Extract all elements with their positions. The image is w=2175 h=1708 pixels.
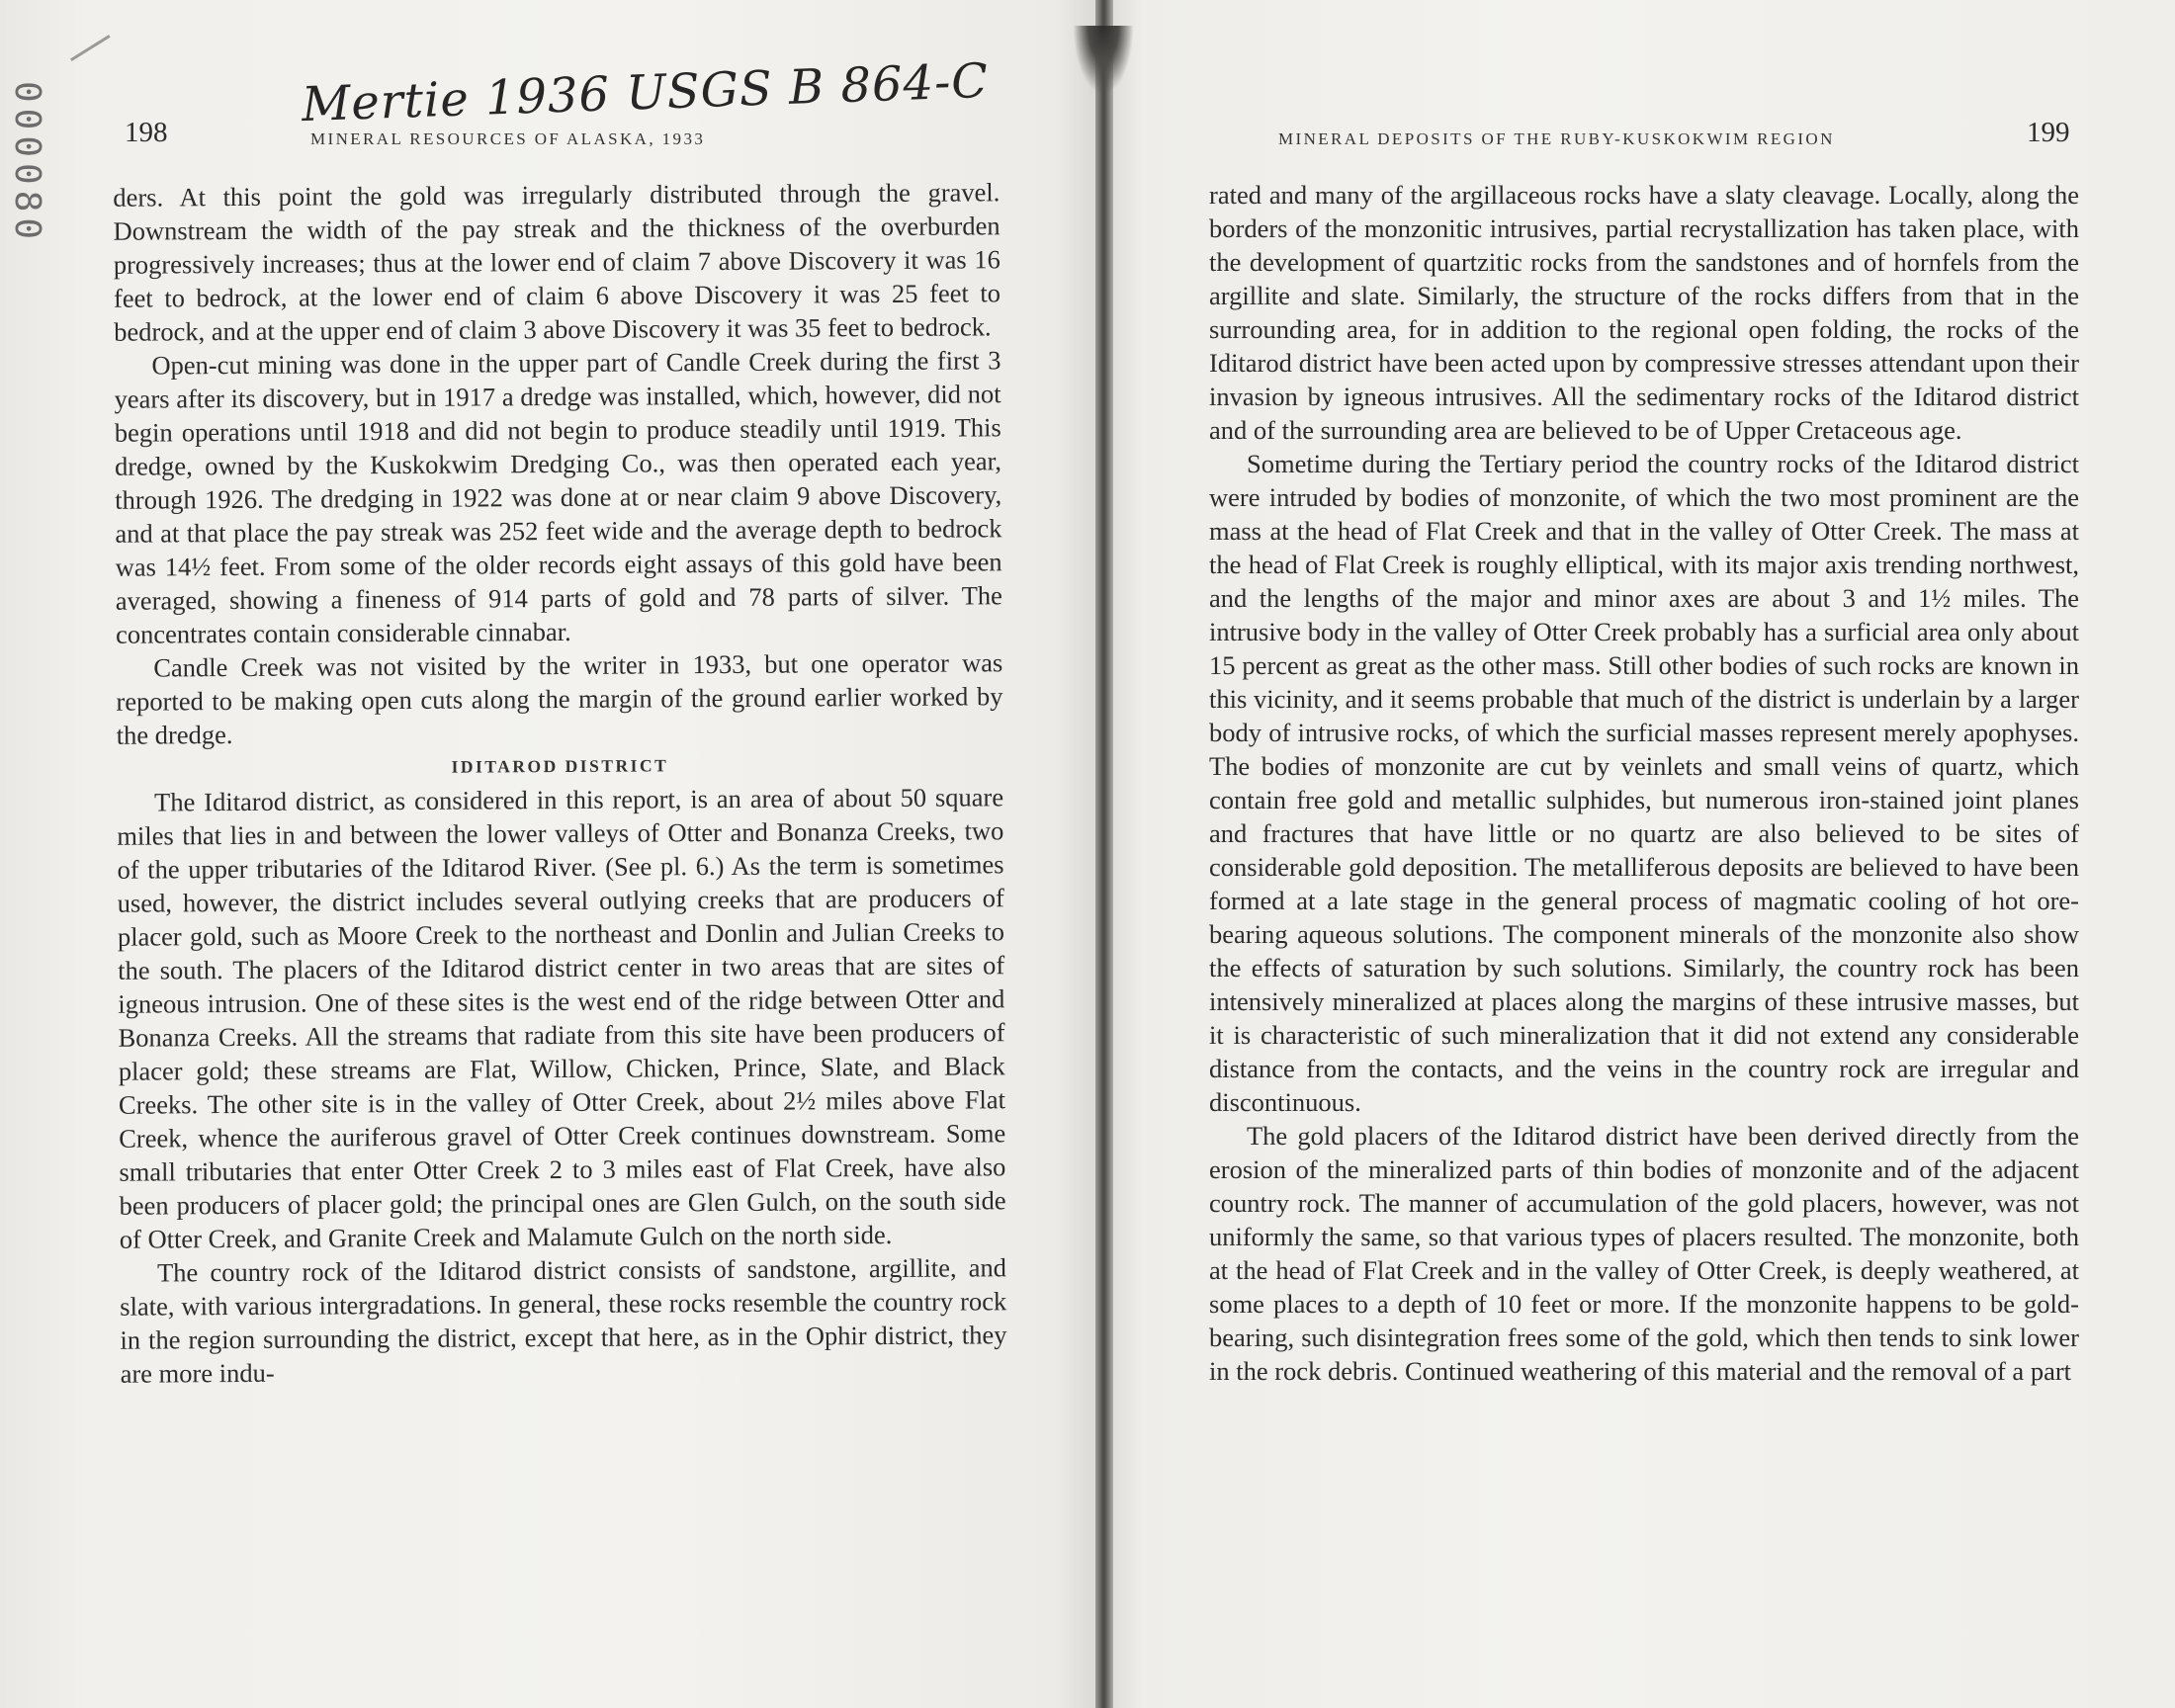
gutter-shadow: [1073, 26, 1134, 95]
left-page-number: 198: [125, 117, 168, 148]
right-running-head: MINERAL DEPOSITS OF THE RUBY-KUSKOKWIM REGION: [1278, 129, 1835, 148]
left-running-head: MINERAL RESOURCES OF ALASKA, 1933: [310, 129, 706, 148]
section-heading: IDITAROD DISTRICT: [451, 755, 669, 777]
paragraph: rated and many of the argillaceous rocks have a slaty cleavage. Locally, along the borders of the monzonitic intrusives, partial recrystallization has taken place, with the development of quartzitic rocks from the sandstones and of hornfels from the argillite and slate. Similarly, the structure of the rocks differs from that in the surrounding area, for in addition to the regional open folding, the rocks of the Iditarod district have been acted upon by compressive stresses attendant upon their invasion by igneous intrusives. All the sedimentary rocks of the Iditarod district and of the surrounding area are believed to be of Upper Cretaceous age.: [1209, 180, 2079, 445]
paragraph: Candle Creek was not visited by the writer in 1933, but one operator was reported to be making open cuts along the margin of the ground earlier worked by the dredge.: [116, 647, 1003, 750]
paragraph: The country rock of the Iditarod district consists of sandstone, argillite, and slate, with various intergradations. In general, these rocks resemble the country rock in the region surrounding the district, except that here, as in the Ophir district, they are more indu-: [120, 1252, 1007, 1389]
book-gutter: [1095, 0, 1113, 1708]
right-text-column: [1209, 178, 2079, 1388]
left-text-column: [113, 175, 1006, 1390]
paragraph: Open-cut mining was done in the upper part of Candle Creek during the first 3 years after its discovery, but in 1917 a dredge was installed, which, however, did not begin operations until 1918 and did not begin to produce steadily until 1919. This dredge, owned by the Kuskokwim Dredging Co., was then operated each year, through 1926. The dredging in 1922 was done at or near claim 9 above Discovery, and at that place the pay streak was 252 feet wide and the average depth to bedrock was 14½ feet. From some of the older records eight assays of this gold have been averaged, showing a fineness of 914 parts of gold and 78 parts of silver. The concentrates contain considerable cinnabar.: [114, 345, 1002, 649]
paragraph: Sometime during the Tertiary period the country rocks of the Iditarod district were intruded by bodies of monzonite, of which the two most prominent are the mass at the head of Flat Creek and that in the valley of Otter Creek. The mass at the head of Flat Creek is roughly elliptical, with its major axis trending northwest, and the lengths of the major and minor axes are about 3 and 1½ miles. The intrusive body in the valley of Otter Creek probably has a surficial area only about 15 percent as great as the other mass. Still other bodies of such rocks are known in this vicinity, and it seems probable that much of the district is underlain by a larger body of intrusive rocks, of which the surficial masses represent merely apophyses. The bodies of monzonite are cut by veinlets and small veins of quartz, which contain free gold and metallic sulphides, but numerous iron-stained joint planes and fractures that have little or no quartz are also believed to be sites of considerable gold deposition. The metalliferous deposits are believed to have been formed at a late stage in the general process of magmatic cooling of hot ore-bearing aqueous solutions. The component minerals of the monzonite also show the effects of saturation by such solutions. Similarly, the country rock has been intensively mineralized at places along the margins of these intrusive masses, but it is characteristic of such mineralization that it did not extend any considerable distance from the contacts, and the veins in the country rock are irregular and discontinuous.: [1209, 449, 2079, 1117]
paragraph: The Iditarod district, as considered in this report, is an area of about 50 square miles that lies in and between the lower valleys of Otter and Bonanza Creeks, two of the upper tributaries of the Iditarod River. (See pl. 6.) As the term is sometimes used, however, the district includes several outlying creeks that are producers of placer gold, such as Moore Creek to the northeast and Donlin and Julian Creeks to the south. The placers of the Iditarod district center in two areas that are sites of igneous intrusion. One of these sites is the west end of the ridge between Otter and Bonanza Creeks. All the streams that radiate from this site have been producers of placer gold; these streams are Flat, Willow, Chicken, Prince, Slate, and Black Creeks. The other site is in the valley of Otter Creek, about 2½ miles above Flat Creek, whence the auriferous gravel of Otter Creek continues downstream. Some small tributaries that enter Otter Creek 2 to 3 miles east of Flat Creek, have also been producers of placer gold; the principal ones are Glen Gulch, on the south side of Otter Creek, and Granite Creek and Malamute Gulch on the north side.: [117, 782, 1006, 1254]
right-page-number: 199: [2027, 117, 2070, 148]
handwritten-citation: Mertie 1936 USGS B 864-C: [301, 52, 990, 133]
paragraph: ders. At this point the gold was irregularly distributed through the gravel. Downstream the width of the pay streak and the thickness of the overburden progressively increases; thus at the lower end of claim 7 above Discovery it was 16 feet to bedrock, at the lower end of claim 6 above Discovery it was 25 feet to bedrock, and at the upper end of claim 3 above Discovery it was 35 feet to bedrock.: [113, 177, 1001, 347]
stamped-serial-number: 000080: [7, 81, 47, 246]
paragraph: The gold placers of the Iditarod district have been derived directly from the erosion of the mineralized parts of thin bodies of monzonite and of the adjacent country rock. The manner of accumulation of the gold placers, however, was not uniformly the same, so that various types of placers resulted. The monzonite, both at the head of Flat Creek and in the valley of Otter Creek, is deeply weathered, at some places to a depth of 10 feet or more. If the monzonite happens to be gold-bearing, such disintegration frees some of the gold, which then tends to sink lower in the rock debris. Continued weathering of this material and the removal of a part: [1209, 1121, 2079, 1386]
